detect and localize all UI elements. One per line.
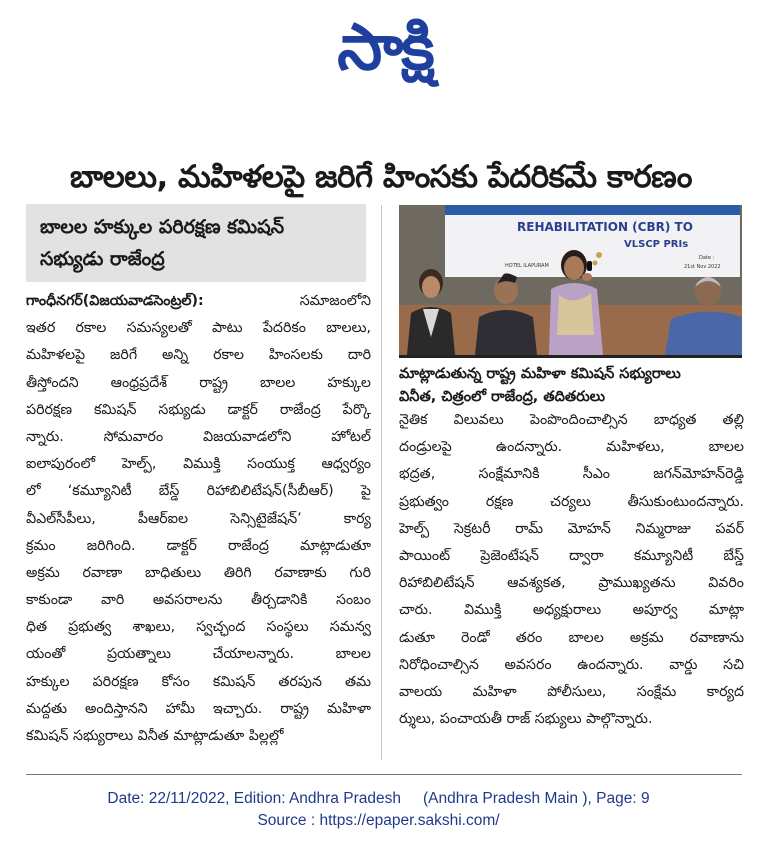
column-line: ధిత ప్రభుత్వ శాఖలు, స్వచ్ఛంద సంస్థలు సమన్వ	[26, 619, 371, 636]
column-line: నిరోధించాల్సిన అవసరం ఉందన్నారు. వార్డు సచి	[399, 656, 744, 673]
column-line: నైతిక విలువలు పెంపొందించాల్సిన బాధ్యత తల్లి	[399, 412, 744, 428]
column-line: డుతూ రెండో తరం బాలల అక్రమ రవాణాను	[399, 629, 744, 646]
subheadline-line-2: సభ్యుడు రాజేంద్ర	[40, 248, 165, 270]
footer-date-edition: Date: 22/11/2022, Edition: Andhra Pradesh	[107, 790, 401, 807]
sakshi-logo[interactable]	[270, 4, 500, 92]
column-line	[26, 288, 371, 315]
column-line: అక్రమ రవాణా బాధితులు తిరిగి రవాణాకు గురి	[26, 564, 371, 581]
column-line: లో ‘కమ్యూనిటీ బేస్డ్ రిహాబిలిటేషన్(సీబీఆర్) పై	[26, 483, 371, 500]
article-headline: బాలలు, మహిళలపై జరిగే హింసకు పేదరికమే కారణం	[70, 159, 692, 195]
column-line: దండ్రులపై ఉందన్నారు. మహిళలు, బాలల	[399, 439, 744, 456]
caption-rule	[399, 355, 742, 358]
column-line: క్రమం జరిగింది. డాక్టర్ రాజేంద్ర మాట్లాడుతూ	[26, 537, 371, 554]
banner-line-1: REHABILITATION (CBR) TO	[517, 220, 693, 234]
caption-line-1: మాట్లాడుతున్న రాష్ట్ర మహిళా కమిషన్ సభ్యురాలు	[399, 366, 681, 382]
column-line: హెల్ప్ సెక్రటరీ రామ్ మోహన్ నిమ్మరాజు పవర్	[399, 520, 744, 537]
banner-line-2: VLSCP PRIs	[624, 239, 689, 250]
column-divider	[381, 205, 382, 760]
masthead	[0, 0, 757, 150]
article-subheadline	[26, 204, 366, 282]
column-line: ర్శులు, పంచాయతీ రాజ్ సభ్యులు పాల్గొన్నారు.	[399, 711, 653, 728]
banner-date: 21st Nov 2022	[684, 264, 721, 270]
column-line: భద్రత, సంక్షేమానికి సీఎం జగన్‌మోహన్‌రెడ్డి	[399, 466, 744, 483]
subheadline-line-1: బాలల హక్కుల పరిరక్షణ కమిషన్	[40, 216, 285, 238]
column-line: తీస్తోందని ఆంధ్రప్రదేశ్ రాష్ట్ర బాలల హక్కుల	[26, 374, 371, 391]
banner-small-text: HOTEL ILAPURAM	[505, 263, 549, 269]
footer-main-page: (Andhra Pradesh Main ), Page: 9	[422, 790, 650, 807]
column-text: సమాజంలోని	[299, 293, 371, 309]
column-line: రిహాబిలిటేషన్ ఆవశ్యకత, ప్రాముఖ్యతను వివరిం	[399, 575, 744, 592]
column-line: పరిరక్షణ కమిషన్ సభ్యుడు డాక్టర్ రాజేంద్ర పేర్కొ	[26, 401, 371, 418]
column-line: ఐలాపురంలో హెల్ప్, విముక్తి సంయుక్త ఆధ్వర్యం	[26, 456, 371, 473]
column-line: మహిళలపై జరిగే అన్ని రకాల హింసలకు దారి	[26, 347, 371, 364]
column-line: న్నారు. సోమవారం విజయవాడలోని హోటల్	[26, 428, 371, 445]
article-dateline: గాంధీనగర్(విజయవాడసెంట్రల్):	[26, 293, 204, 309]
column-line: ప్రభుత్వం రక్షణ చర్యలు తీసుకుంటుందన్నారు.	[399, 493, 744, 510]
column-line: హక్కుల పరిరక్షణ కోసం కమిషన్ తరపున తమ	[26, 673, 371, 690]
footer-source-link[interactable]: Source : https://epaper.sakshi.com/	[257, 812, 500, 829]
column-line: మద్దతు అందిస్తానని హామీ ఇచ్చారు. రాష్ట్ర మహిళా	[26, 700, 371, 717]
column-line: యంతో ప్రయత్నాలు చేయాలన్నారు. బాలల	[26, 646, 371, 663]
footer-edition-line	[0, 788, 757, 810]
article-column-left	[26, 288, 371, 750]
event-photo-illustration	[399, 205, 742, 355]
page-footer	[0, 788, 757, 832]
article-photo	[399, 205, 742, 355]
column-line: వాలయ మహిళా పోలీసులు, సంక్షేమ కార్యద	[399, 683, 744, 700]
footer-rule	[26, 774, 742, 775]
banner-date-label: Date :	[699, 255, 715, 261]
column-line: పాయింట్ ప్రెజెంటేషన్ ద్వారా కమ్యూనిటీ బేస్డ్	[399, 547, 744, 564]
column-line: కాకుండా వారి అవసరాలను తీర్చడానికి సంబం	[26, 592, 371, 609]
photo-caption	[399, 363, 742, 409]
column-line: చారు. విముక్తి అధ్యక్షురాలు అపూర్వ మాట్లా	[399, 602, 744, 619]
column-line: వీఎల్‌సీపీలు, పీఆర్ఐల సెన్సిటైజేషన్’ కార్య	[26, 510, 371, 527]
logo-text: సాక్షి	[337, 11, 433, 85]
column-line: ఇతర రకాల సమస్యలతో పాటు పేదరికం బాలలు,	[26, 320, 371, 337]
article-column-right	[399, 407, 744, 733]
column-line: కమిషన్ సభ్యురాలు వినీత మాట్లాడుతూ పిల్లల్లో	[26, 728, 284, 744]
caption-line-2: వినీత, చిత్రంలో రాజేంద్ర, తదితరులు	[399, 389, 606, 405]
